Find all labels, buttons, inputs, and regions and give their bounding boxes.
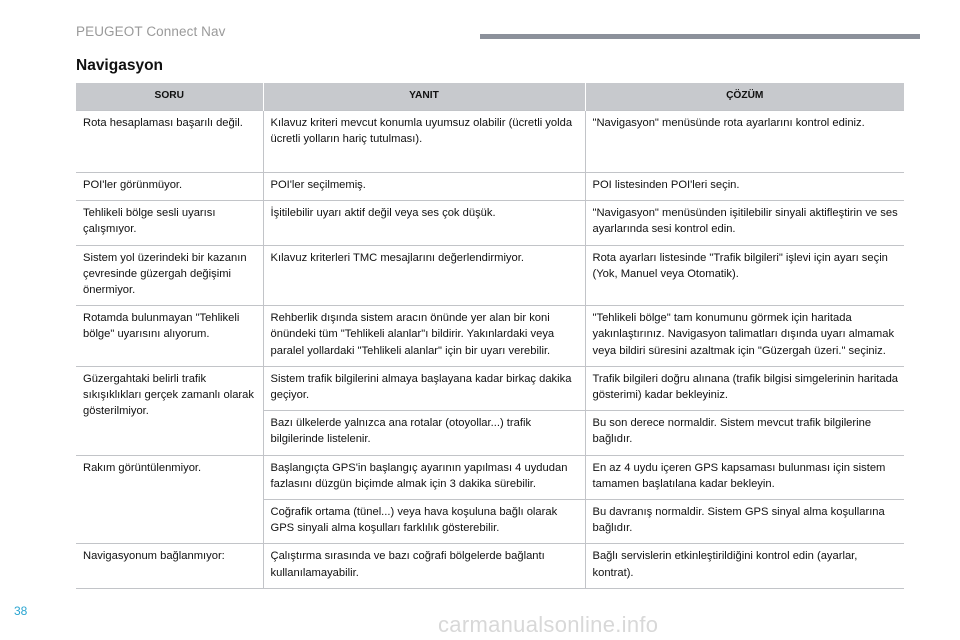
solution-cell: Bu son derece normaldir. Sistem mevcut trafik bilgilerine bağlıdır. (585, 411, 904, 455)
solution-cell: "Navigasyon" menüsünden işitilebilir sinyali aktifleştirin ve ses ayarlarında sesi kontrol edin. (585, 201, 904, 245)
header-rule (480, 34, 920, 39)
answer-cell: İşitilebilir uyarı aktif değil veya ses çok düşük. (263, 201, 585, 245)
question-cell: POI'ler görünmüyor. (76, 173, 263, 201)
question-cell: Rota hesaplaması başarılı değil. (76, 111, 263, 173)
answer-cell: Çalıştırma sırasında ve bazı coğrafi bölgelerde bağlantı kullanılamayabilir. (263, 544, 585, 588)
table-row (76, 245, 904, 306)
solution-cell: En az 4 uydu içeren GPS kapsaması bulunması için sistem tamamen başlatılana kadar bekleyin. (585, 455, 904, 499)
answer-cell: Kılavuz kriteri mevcut konumla uyumsuz olabilir (ücretli yolda ücretli yolların hariç tutulması). (263, 111, 585, 173)
question-cell: Tehlikeli bölge sesli uyarısı çalışmıyor. (76, 201, 263, 245)
solution-cell: Rota ayarları listesinde "Trafik bilgileri" işlevi için ayarı seçin (Yok, Manuel veya Otomatik). (585, 245, 904, 306)
table-row (76, 111, 904, 173)
solution-cell: Bu davranış normaldir. Sistem GPS sinyal alma koşullarına bağlıdır. (585, 500, 904, 544)
solution-cell: Trafik bilgileri doğru alınana (trafik bilgisi simgelerinin haritada gösterimi) kadar bekleyiniz. (585, 366, 904, 410)
answer-cell: Sistem trafik bilgilerini almaya başlayana kadar birkaç dakika geçiyor. (263, 366, 585, 410)
solution-cell: POI listesinden POI'leri seçin. (585, 173, 904, 201)
question-cell: Navigasyonum bağlanmıyor: (76, 544, 263, 588)
table-row (76, 201, 904, 245)
solution-cell: "Navigasyon" menüsünde rota ayarlarını kontrol ediniz. (585, 111, 904, 173)
column-header-soru: SORU (76, 83, 263, 111)
answer-cell: Kılavuz kriterleri TMC mesajlarını değerlendirmiyor. (263, 245, 585, 306)
table-row (76, 306, 904, 367)
question-cell: Rotamda bulunmayan "Tehlikeli bölge" uyarısını alıyorum. (76, 306, 263, 367)
question-cell: Sistem yol üzerindeki bir kazanın çevresinde güzergah değişimi önermiyor. (76, 245, 263, 306)
answer-cell: Coğrafik ortama (tünel...) veya hava koşuluna bağlı olarak GPS sinyali alma koşulları farklılık gösterebilir. (263, 500, 585, 544)
section-title: Navigasyon (76, 57, 164, 74)
solution-cell: "Tehlikeli bölge" tam konumunu görmek için haritada yakınlaştırınız. Navigasyon talimatları dışında uyarı almamak veya bildiri süresini azaltmak için "Güzergah üzeri." seçiniz. (585, 306, 904, 367)
question-cell: Rakım görüntülenmiyor. (76, 455, 263, 544)
table-row (76, 544, 904, 588)
product-label: PEUGEOT Connect Nav (76, 24, 226, 39)
watermark-text: carmanualsonline.info (438, 612, 659, 637)
column-header-cozum: ÇÖZÜM (585, 83, 904, 111)
table-row (76, 455, 904, 499)
solution-cell: Bağlı servislerin etkinleştirildiğini kontrol edin (ayarlar, kontrat). (585, 544, 904, 588)
question-cell: Güzergahtaki belirli trafik sıkışıklıkları gerçek zamanlı olarak gösterilmiyor. (76, 366, 263, 455)
table-row (76, 173, 904, 201)
answer-cell: Başlangıçta GPS'in başlangıç ayarının yapılması 4 uydudan fazlasını düzgün biçimde almak için 3 dakika sürebilir. (263, 455, 585, 499)
faq-table (76, 83, 904, 589)
column-header-yanit: YANIT (263, 83, 585, 111)
answer-cell: POI'ler seçilmemiş. (263, 173, 585, 201)
table-header-row (76, 83, 904, 111)
page-number: 38 (14, 604, 28, 618)
answer-cell: Bazı ülkelerde yalnızca ana rotalar (otoyollar...) trafik bilgilerinde listelenir. (263, 411, 585, 455)
table-row (76, 366, 904, 410)
answer-cell: Rehberlik dışında sistem aracın önünde yer alan bir koni önündeki tüm "Tehlikeli alanlar"ı bildirir. Yakınlardaki veya paralel yollardaki "Tehlikeli alanlar" için bir uyarı verebilir. (263, 306, 585, 367)
